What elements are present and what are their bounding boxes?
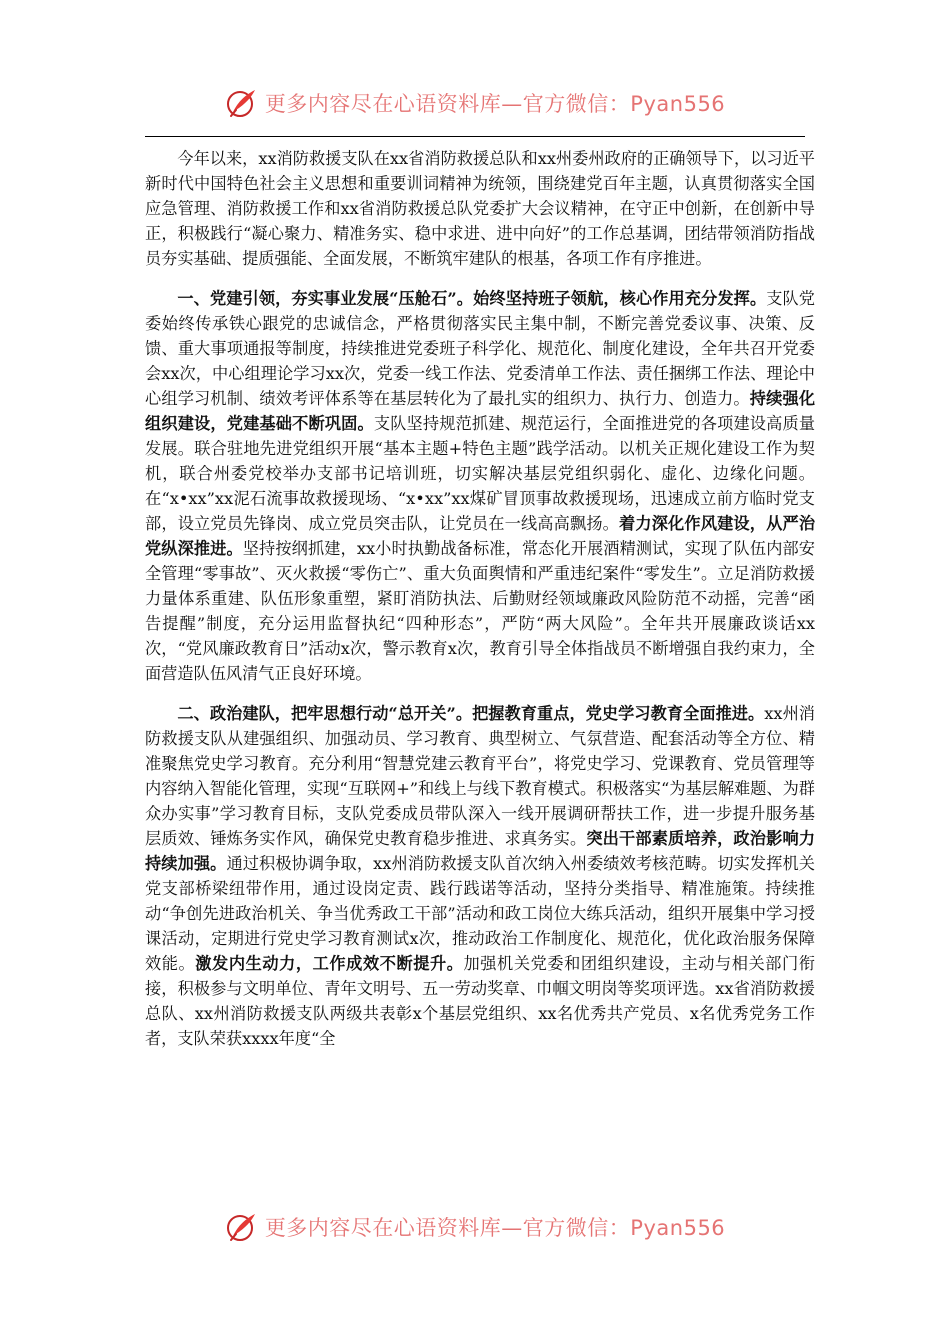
header-banner — [0, 86, 950, 120]
bold-heading-text: 一、党建引领，夯实事业发展“压舱石”。始终坚持班子领航，核心作用充分发挥。 — [177, 289, 767, 308]
paragraph — [145, 701, 815, 1051]
body-text: 通过积极协调争取，xx州消防救援支队首次纳入州委绩效考核范畴。切实发挥机关党支部桥梁纽带作用，通过设岗定责、践行践诺等活动，坚持分类指导、精准施策。持续推动“争创先进政治机关、争当优秀政工干部”活动和政工岗位大练兵活动，组织开展集中学习授课活动，定期进行党史学习教育测试x次，推动政治工作制度化、规范化，优化政治服务保障效能。 — [145, 854, 815, 973]
body-text: 支队坚持规范抓建、规范运行，全面推进党的各项建设高质量发展。联合驻地先进党组织开展“基本主题+特色主题”践学活动。以机关正规化建设工作为契机，联合州委党校举办支部书记培训班，切实解决基层党组织弱化、虚化、边缘化问题。在“x•xx”xx泥石流事故救援现场、“x•xx”xx煤矿冒顶事故救援现场，迅速成立前方临时党支部，设立党员先锋岗、成立党员突击队，让党员在一线高高飘扬。 — [145, 414, 816, 533]
body-text: 今年以来，xx消防救援支队在xx省消防救援总队和xx州委州政府的正确领导下，以习近平新时代中国特色社会主义思想和重要训词精神为统领，围绕建党百年主题，认真贯彻落实全国应急管理、消防救援工作和xx省消防救援总队党委扩大会议精神，在守正中创新，在创新中导正，积极践行“凝心聚力、精准务实、稳中求进、进中向好”的工作总基调，团结带领消防指战员夯实基础、提质强能、全面发展，不断筑牢建队的根基，各项工作有序推进。 — [145, 149, 815, 268]
body-text: 加强机关党委和团组织建设，主动与相关部门衔接，积极参与文明单位、青年文明号、五一劳动奖章、巾帼文明岗等奖项评选。xx省消防救援总队、xx州消防救援支队两级共表彰x个基层党组织、xx名优秀共产党员、x名优秀党务工作者，支队荣获xxxx年度“全 — [145, 954, 816, 1048]
body-text: xx州消防救援支队从建强组织、加强动员、学习教育、典型树立、气氛营造、配套活动等全方位、精准聚焦党史学习教育。充分利用“智慧党建云教育平台”，将党史学习、党课教育、党员管理等内容纳入智能化管理，实现“互联网+”和线上与线下教育模式。积极落实“为基层解难题、为群众办实事”学习教育目标，支队党委成员带队深入一线开展调研帮扶工作，进一步提升服务基层质效、锤炼务实作风，确保党史教育稳步推进、求真务实。 — [145, 704, 815, 848]
header-divider — [145, 136, 805, 137]
bold-heading-text: 激发内生动力，工作成效不断提升。 — [195, 954, 464, 973]
quill-logo-icon — [225, 86, 259, 120]
body-text: 坚持按纲抓建，xx小时执勤战备标准，常态化开展酒精测试，实现了队伍内部安全管理“零事故”、灭火救援“零伤亡”、重大负面舆情和严重违纪案件“零发生”。立足消防救援力量体系重建、队伍形象重塑，紧盯消防执法、后勤财经领域廉政风险防范不动摇，完善“函告提醒”制度，充分运用监督执纪“四种形态”，严防“两大风险”。全年共开展廉政谈话xx次，“党风廉政教育日”活动x次，警示教育x次，教育引导全体指战员不断增强自我约束力，全面营造队伍风清气正良好环境。 — [145, 539, 815, 683]
bold-heading-text: 着力深化作风建设，从严治党纵深推进。 — [145, 514, 816, 558]
document-body — [145, 146, 815, 1066]
footer-banner — [0, 1210, 950, 1244]
bold-heading-text: 二、政治建队，把牢思想行动“总开关”。把握教育重点，党史学习教育全面推进。 — [177, 704, 765, 723]
paragraph — [145, 286, 815, 686]
bold-heading-text: 持续强化组织建设，党建基础不断巩固。 — [145, 389, 816, 433]
bold-heading-text: 突出干部素质培养，政治影响力持续加强。 — [145, 829, 816, 873]
body-text: 支队党委始终传承铁心跟党的忠诚信念，严格贯彻落实民主集中制，不断完善党委议事、决策、反馈、重大事项通报等制度，持续推进党委班子科学化、规范化、制度化建设，全年共召开党委会xx次，中心组理论学习xx次，党委一线工作法、党委清单工作法、责任捆绑工作法、理论中心组学习机制、绩效考评体系等在基层转化为了最扎实的组织力、执行力、创造力。 — [145, 289, 815, 408]
quill-logo-icon — [225, 1210, 259, 1244]
paragraph — [145, 146, 815, 271]
banner-text: 更多内容尽在心语资料库—官方微信：Pyan556 — [264, 1216, 726, 1240]
banner-text: 更多内容尽在心语资料库—官方微信：Pyan556 — [264, 92, 726, 116]
